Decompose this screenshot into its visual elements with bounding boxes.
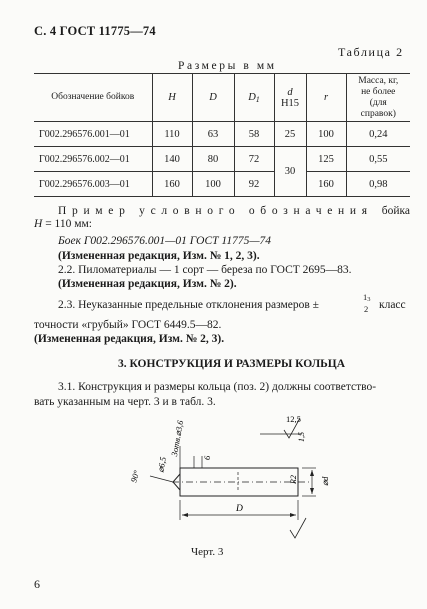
col-header-h: H <box>152 74 192 122</box>
section-3-title: 3. КОНСТРУКЦИЯ И РАЗМЕРЫ КОЛЬЦА <box>118 358 346 370</box>
col-header-name: Обозначение бойков <box>34 74 152 122</box>
roughness-mark <box>290 518 306 538</box>
cell-r: 125 <box>306 147 346 172</box>
ring-drawing <box>110 410 340 540</box>
cell-d: 80 <box>192 147 234 172</box>
item-3-1-line-1: 3.1. Конструкция и размеры кольца (поз. 2) должны соответство- <box>58 381 377 393</box>
d-fit: H15 <box>280 97 300 109</box>
cell-d1: 92 <box>234 172 274 197</box>
cell-d: 63 <box>192 122 234 147</box>
cell-d1: 72 <box>234 147 274 172</box>
cell-d-small: 30 <box>274 147 306 197</box>
d-letter: d <box>287 86 293 98</box>
cell-name: Г002.296576.003—01 <box>34 172 152 197</box>
cell-h: 140 <box>152 147 192 172</box>
table-row <box>34 172 410 197</box>
col-header-d: D <box>192 74 234 122</box>
page-number: 6 <box>34 577 40 591</box>
example-h-value: = 110 мм: <box>45 218 92 230</box>
angle-label: 90° <box>128 469 142 484</box>
mass-line: Масса, кг, <box>358 75 399 86</box>
item-2-2: 2.2. Пиломатериалы — 1 сорт — береза по ГОСТ 2695—83. <box>58 264 352 276</box>
cell-d1: 58 <box>234 122 274 147</box>
table-row <box>34 122 410 147</box>
cell-mass: 0,55 <box>346 147 410 172</box>
item-2-3-text: 2.3. Неуказанные предельные отклонения размеров ± <box>58 299 319 311</box>
item-3-1-line-2: вать указанным на черт. 3 и в табл. 3. <box>34 396 216 408</box>
mass-line: (для <box>369 97 387 108</box>
col-header-d-fit <box>274 74 306 122</box>
frac-top-sub: 3 <box>367 296 371 303</box>
example-end-word: бойка <box>381 205 410 217</box>
mass-line: не более <box>361 86 396 97</box>
table-caption: Размеры в мм <box>178 60 277 72</box>
amendment-note-2: (Измененная редакция, Изм. № 2). <box>58 278 237 290</box>
cell-h: 160 <box>152 172 192 197</box>
roughness-value: 12,5 <box>286 414 301 424</box>
radius-label: R2 <box>289 475 298 484</box>
cell-r: 160 <box>306 172 346 197</box>
cell-name: Г002.296576.001—01 <box>34 122 152 147</box>
example-spaced-text: Пример условного обозначения <box>58 205 373 217</box>
cell-name: Г002.296576.002—01 <box>34 147 152 172</box>
example-heading <box>58 205 410 217</box>
drawing-caption: Черт. 3 <box>191 546 224 558</box>
cell-mass: 0,98 <box>346 172 410 197</box>
cell-r: 100 <box>306 122 346 147</box>
angle-leader <box>150 476 173 482</box>
mass-line: справок) <box>360 108 396 119</box>
arrow-head <box>310 470 314 476</box>
dim-small-d-label: ⌀d <box>320 476 330 486</box>
dim-6-label: 6 <box>202 455 212 460</box>
holes-label: 3отв.⌀3,6 <box>169 419 186 457</box>
table-label: Таблица 2 <box>338 45 404 59</box>
table-header-row <box>34 74 410 122</box>
tolerance-fraction-bottom: 2 <box>364 304 369 314</box>
amendment-note-1: (Измененная редакция, Изм. № 1, 2, 3). <box>58 250 260 262</box>
item-2-3-class: класс <box>379 299 406 311</box>
example-h-var: H <box>34 218 43 230</box>
amendment-note-3: (Измененная редакция, Изм. № 2, 3). <box>34 333 225 345</box>
cell-h: 110 <box>152 122 192 147</box>
arrow-head <box>290 513 296 517</box>
frac-top-digit: 1 <box>363 292 368 302</box>
cell-mass: 0,24 <box>346 122 410 147</box>
tolerance-fraction-top <box>363 292 371 303</box>
arrow-head <box>182 513 188 517</box>
example-h-line <box>34 218 92 230</box>
table-row <box>34 147 410 172</box>
cell-d-small: 25 <box>274 122 306 147</box>
d1-letter: D <box>248 91 256 103</box>
col-header-r: r <box>306 74 346 122</box>
dimensions-table <box>34 73 410 197</box>
diameter-6-5-label: ⌀6,5 <box>155 456 168 474</box>
col-header-d1 <box>234 74 274 122</box>
example-designation: Боек Г002.296576.001—01 ГОСТ 11775—74 <box>58 235 272 247</box>
page-header: С. 4 ГОСТ 11775—74 <box>34 24 156 38</box>
dim-1-5-label: 1,5 <box>297 432 306 442</box>
col-header-mass <box>346 74 410 122</box>
cell-d: 100 <box>192 172 234 197</box>
d1-subscript: 1 <box>255 94 260 104</box>
item-2-3-continued: точности «грубый» ГОСТ 6449.5—82. <box>34 319 222 331</box>
dim-d-label: D <box>236 504 243 514</box>
arrow-head <box>310 488 314 494</box>
